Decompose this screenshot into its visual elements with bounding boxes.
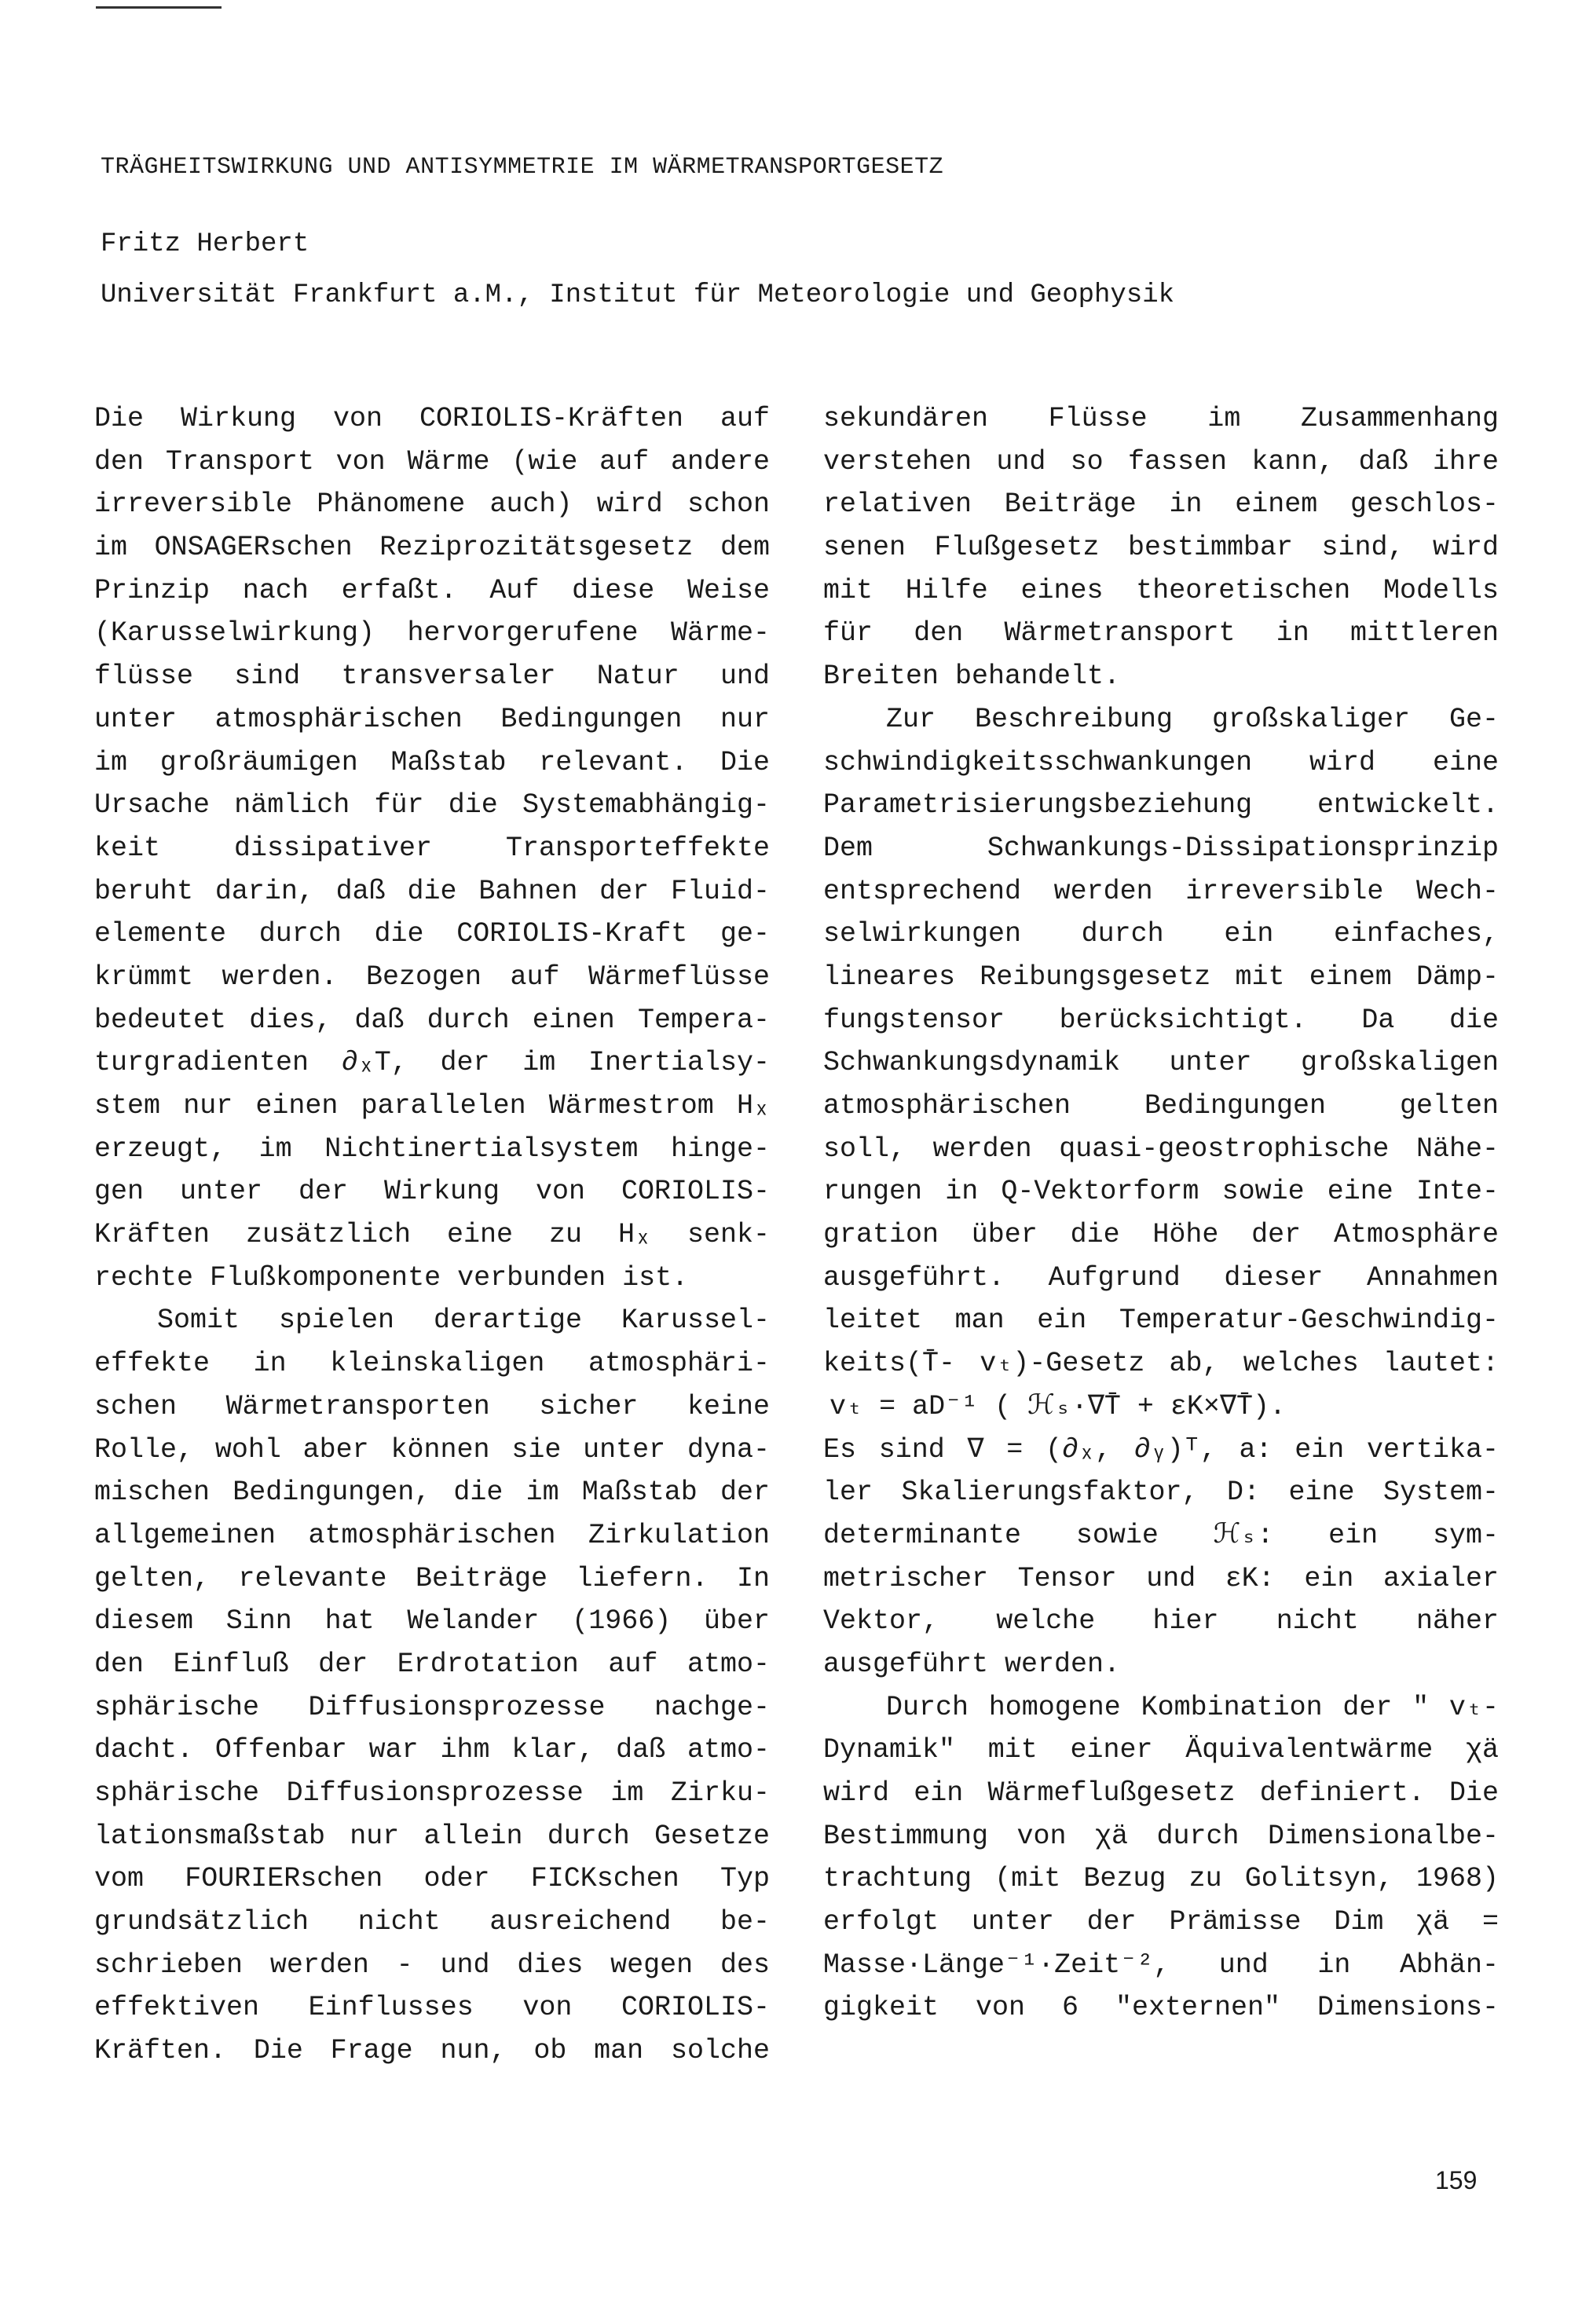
text-line: senen Flußgesetz bestimmbar sind, wird (823, 532, 1499, 564)
text-line: im großräumigen Maßstab relevant. Die (94, 746, 770, 778)
text-line: rechte Flußkomponente verbunden ist. (94, 1261, 689, 1294)
text-line: Bestimmung von χä durch Dimensionalbe- (823, 1820, 1499, 1852)
author-name: Fritz Herbert (101, 229, 309, 259)
text-line: Die Wirkung von CORIOLIS-Kräften auf (94, 403, 770, 434)
text-line: atmosphärischen Bedingungen gelten (823, 1090, 1499, 1122)
text-line: im ONSAGERschen Reziprozitätsgesetz dem (94, 532, 770, 564)
text-line: den Einfluß der Erdrotation auf atmo- (94, 1648, 770, 1680)
text-line: beruht darin, daß die Bahnen der Fluid- (94, 875, 770, 907)
text-line: (Karusselwirkung) hervorgerufene Wärme- (94, 617, 770, 650)
text-line: erfolgt unter der Prämisse Dim χä = (823, 1906, 1499, 1938)
text-line: Parametrisierungsbeziehung entwickelt. (823, 789, 1499, 822)
text-line: irreversible Phänomene auch) wird schon (94, 489, 770, 521)
text-line: stem nur einen parallelen Wärmestrom Hₓ (94, 1090, 770, 1122)
text-line: bedeutet dies, daß durch einen Tempera- (94, 1004, 770, 1036)
text-line: verstehen und so fassen kann, daß ihre (823, 445, 1499, 478)
text-line: sphärische Diffusionsprozesse nachge- (94, 1691, 770, 1723)
text-line: schrieben werden - und dies wegen des (94, 1949, 770, 1981)
text-line: Breiten behandelt. (823, 661, 1121, 693)
paper-title: TRÄGHEITSWIRKUNG UND ANTISYMMETRIE IM WÄRMETRANSPORTGESETZ (101, 154, 944, 181)
text-line: vom FOURIERschen oder FICKschen Typ (94, 1863, 770, 1895)
text-line: gen unter der Wirkung von CORIOLIS- (94, 1176, 770, 1208)
equation-line: vₜ = aD⁻¹ ( ℋₛ·∇T̄ + εK×∇T̄). (829, 1390, 1287, 1422)
text-line: selwirkungen durch ein einfaches, (823, 918, 1499, 950)
text-line: allgemeinen atmosphärischen Zirkulation (94, 1519, 770, 1551)
text-line: Somit spielen derartige Karussel- (157, 1305, 770, 1337)
text-line: gration über die Höhe der Atmosphäre (823, 1219, 1499, 1251)
text-line: Kräften zusätzlich eine zu Hₓ senk- (94, 1219, 770, 1251)
text-line: Masse·Länge⁻¹·Zeit⁻², und in Abhän- (823, 1949, 1499, 1981)
text-line: Schwankungsdynamik unter großskaligen (823, 1047, 1499, 1079)
text-line: metrischer Tensor und εK: ein axialer (823, 1562, 1499, 1594)
text-line: turgradienten ∂ₓT, der im Inertialsy- (94, 1047, 770, 1079)
text-line: wird ein Wärmeflußgesetz definiert. Die (823, 1777, 1499, 1809)
text-line: den Transport von Wärme (wie auf andere (94, 445, 770, 478)
text-line: gigkeit von 6 "externen" Dimensions- (823, 1992, 1499, 2024)
text-line: ausgeführt. Aufgrund dieser Annahmen (823, 1261, 1499, 1294)
text-line: sphärische Diffusionsprozesse im Zirku- (94, 1777, 770, 1809)
text-line: elemente durch die CORIOLIS-Kraft ge- (94, 918, 770, 950)
text-line: Durch homogene Kombination der " vₜ- (886, 1691, 1499, 1723)
text-line: soll, werden quasi-geostrophische Nähe- (823, 1133, 1499, 1165)
page-number: 159 (1435, 2166, 1478, 2194)
text-line: ler Skalierungsfaktor, D: eine System- (823, 1477, 1499, 1509)
left-text-column (94, 397, 770, 2073)
text-line: fungstensor berücksichtigt. Da die (823, 1004, 1499, 1036)
text-line: Ursache nämlich für die Systemabhängig- (94, 789, 770, 822)
text-line: gelten, relevante Beiträge liefern. In (94, 1562, 770, 1594)
text-line: lineares Reibungsgesetz mit einem Dämp- (823, 961, 1499, 993)
text-line: grundsätzlich nicht ausreichend be- (94, 1906, 770, 1938)
text-line: Vektor, welche hier nicht näher (823, 1605, 1499, 1638)
text-line: erzeugt, im Nichtinertialsystem hinge- (94, 1133, 770, 1165)
text-line: unter atmosphärischen Bedingungen nur (94, 703, 770, 735)
text-line: determinante sowie ℋₛ: ein sym- (823, 1519, 1499, 1551)
text-line: Dem Schwankungs-Dissipationsprinzip (823, 832, 1499, 864)
text-line: für den Wärmetransport in mittleren (823, 617, 1499, 650)
text-line: lationsmaßstab nur allein durch Gesetze (94, 1820, 770, 1852)
text-line: entsprechend werden irreversible Wech- (823, 875, 1499, 907)
text-line: diesem Sinn hat Welander (1966) über (94, 1605, 770, 1638)
text-line: trachtung (mit Bezug zu Golitsyn, 1968) (823, 1863, 1499, 1895)
author-affiliation: Universität Frankfurt a.M., Institut für Meteorologie und Geophysik (101, 280, 1175, 310)
text-line: mischen Bedingungen, die im Maßstab der (94, 1477, 770, 1509)
text-line: sekundären Flüsse im Zusammenhang (823, 403, 1499, 434)
text-line: rungen in Q-Vektorform sowie eine Inte- (823, 1176, 1499, 1208)
top-rule (96, 6, 222, 9)
text-line: Rolle, wohl aber können sie unter dyna- (94, 1433, 770, 1466)
text-line: schwindigkeitsschwankungen wird eine (823, 746, 1499, 778)
text-line: Es sind ∇ = (∂ₓ, ∂ᵧ)ᵀ, a: ein vertika- (823, 1433, 1499, 1466)
text-line: schen Wärmetransporten sicher keine (94, 1390, 770, 1422)
text-line: dacht. Offenbar war ihm klar, daß atmo- (94, 1734, 770, 1766)
text-line: krümmt werden. Bezogen auf Wärmeflüsse (94, 961, 770, 993)
text-line: keits(T̄- vₜ)-Gesetz ab, welches lautet: (823, 1348, 1499, 1380)
text-line: relativen Beiträge in einem geschlos- (823, 489, 1499, 521)
text-line: Dynamik" mit einer Äquivalentwärme χä (823, 1734, 1499, 1766)
text-line: flüsse sind transversaler Natur und (94, 661, 770, 693)
text-line: ausgeführt werden. (823, 1648, 1121, 1680)
text-line: Kräften. Die Frage nun, ob man solche (94, 2035, 770, 2067)
text-line: Prinzip nach erfaßt. Auf diese Weise (94, 574, 770, 606)
text-line: Zur Beschreibung großskaliger Ge- (886, 703, 1499, 735)
text-line: effekte in kleinskaligen atmosphäri- (94, 1348, 770, 1380)
text-line: effektiven Einflusses von CORIOLIS- (94, 1992, 770, 2024)
text-line: mit Hilfe eines theoretischen Modells (823, 574, 1499, 606)
right-text-column (823, 397, 1499, 2029)
text-line: keit dissipativer Transporteffekte (94, 832, 770, 864)
text-line: leitet man ein Temperatur-Geschwindig- (823, 1305, 1499, 1337)
